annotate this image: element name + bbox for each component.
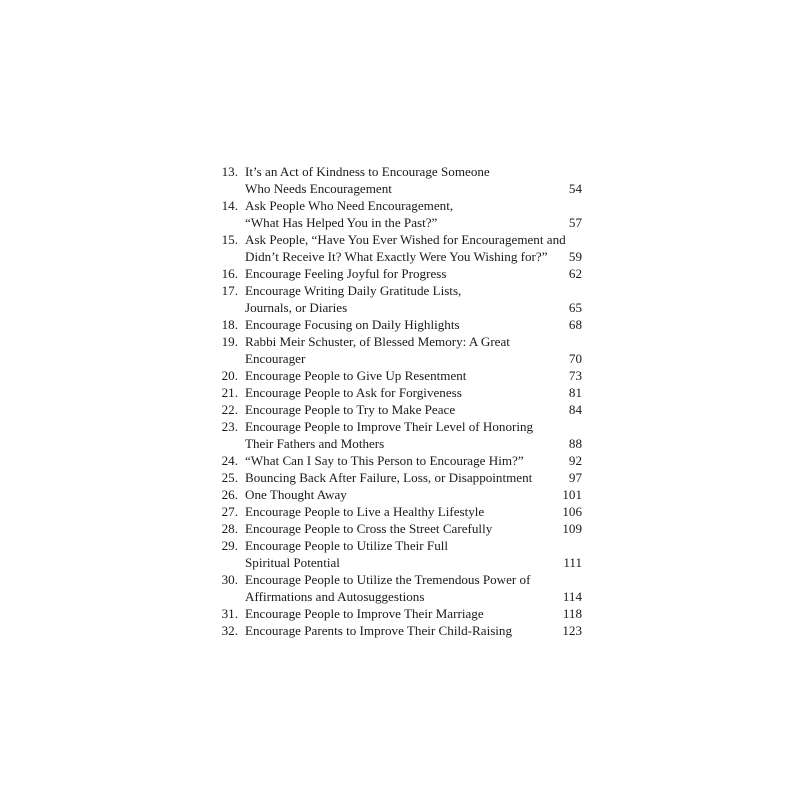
toc-entry-line <box>206 231 584 248</box>
toc-entry-line <box>206 197 584 214</box>
toc-entry-number: 27. <box>221 504 238 519</box>
toc-entry-page-number: 84 <box>568 402 582 417</box>
toc-entry-title: Encourage People to Utilize Their Full <box>245 538 449 553</box>
toc-entry <box>206 622 584 639</box>
toc-entry-page-number: 123 <box>562 623 582 638</box>
toc-entry <box>206 231 584 265</box>
toc-entry-number: 22. <box>221 402 238 417</box>
toc-entry-number: 25. <box>221 470 238 485</box>
toc-entry-title: Encourage People to Improve Their Marriage <box>245 606 484 621</box>
toc-entry-line <box>206 554 584 571</box>
toc-entry-page-number: 62 <box>568 266 582 281</box>
toc-entry <box>206 486 584 503</box>
toc-entry-line <box>206 622 584 639</box>
toc-entry-page-number: 59 <box>568 249 582 264</box>
toc-entry <box>206 163 584 197</box>
toc-entry <box>206 316 584 333</box>
toc-entry-title: “What Can I Say to This Person to Encourage Him?” <box>245 453 524 468</box>
toc-entry-page-number: 97 <box>568 470 582 485</box>
toc-entry-page-number: 88 <box>568 436 582 451</box>
toc-entry-page-number: 70 <box>568 351 582 366</box>
toc-entry-line <box>206 384 584 401</box>
toc-entry-number: 15. <box>221 232 238 247</box>
toc-entry-line <box>206 316 584 333</box>
toc-entry <box>206 503 584 520</box>
toc-entry-title: “What Has Helped You in the Past?” <box>245 215 438 230</box>
toc-entry-title: Encourage People to Try to Make Peace <box>245 402 456 417</box>
toc-entry-line <box>206 367 584 384</box>
toc-entry-number: 24. <box>221 453 238 468</box>
toc-entry-number: 19. <box>221 334 238 349</box>
toc-entry-line <box>206 299 584 316</box>
toc-entry-number: 31. <box>221 606 238 621</box>
toc-entry-title: Encourage People to Ask for Forgiveness <box>245 385 462 400</box>
toc-entry-title: Spiritual Potential <box>245 555 340 570</box>
toc-entry-line <box>206 520 584 537</box>
toc-entry-title: Encourage People to Utilize the Tremendous Power of <box>245 572 531 587</box>
toc-entry <box>206 282 584 316</box>
toc-entry-page-number: 111 <box>563 555 582 570</box>
toc-entry <box>206 418 584 452</box>
toc-entry <box>206 367 584 384</box>
toc-entry <box>206 197 584 231</box>
toc-entry-line <box>206 418 584 435</box>
toc-entry-number: 28. <box>221 521 238 536</box>
toc-entry-page-number: 106 <box>562 504 582 519</box>
toc-entry-number: 26. <box>221 487 238 502</box>
toc-entry-number: 14. <box>221 198 238 213</box>
toc-entry-title: Ask People Who Need Encouragement, <box>245 198 454 213</box>
toc-entry-number: 13. <box>221 164 238 179</box>
toc-entry-title: Encourage People to Improve Their Level of Honoring <box>245 419 534 434</box>
toc-entry-page-number: 65 <box>568 300 582 315</box>
toc-entry-title: Journals, or Diaries <box>245 300 348 315</box>
toc-entry-number: 32. <box>221 623 238 638</box>
toc-entry <box>206 452 584 469</box>
toc-entry <box>206 265 584 282</box>
toc-entry-line <box>206 282 584 299</box>
toc-entry <box>206 520 584 537</box>
toc-entry-title: Ask People, “Have You Ever Wished for Encouragement and <box>245 232 566 247</box>
toc-entry-line <box>206 214 584 231</box>
toc-entry <box>206 571 584 605</box>
toc-entry-number: 29. <box>221 538 238 553</box>
toc-entry-line <box>206 435 584 452</box>
toc-entry-page-number: 57 <box>568 215 582 230</box>
toc-entry-line <box>206 452 584 469</box>
toc-entry <box>206 605 584 622</box>
toc-entry-number: 18. <box>221 317 238 332</box>
toc-entry-page-number: 81 <box>568 385 582 400</box>
toc-entry-title: Their Fathers and Mothers <box>245 436 385 451</box>
toc-entry <box>206 537 584 571</box>
toc-entry-number: 17. <box>221 283 238 298</box>
toc-entry-page-number: 54 <box>568 181 582 196</box>
toc-entry-line <box>206 486 584 503</box>
table-of-contents <box>206 163 584 639</box>
toc-entry-title: Encourage Writing Daily Gratitude Lists, <box>245 283 462 298</box>
toc-entry-line <box>206 333 584 350</box>
toc-entry-title: Encourage People to Give Up Resentment <box>245 368 467 383</box>
toc-entry-page-number: 68 <box>568 317 582 332</box>
toc-entry-page-number: 114 <box>562 589 582 604</box>
toc-entry-number: 20. <box>221 368 238 383</box>
toc-entry-line <box>206 571 584 588</box>
toc-entry-title: Encourage People to Live a Healthy Lifestyle <box>245 504 485 519</box>
toc-entry-line <box>206 605 584 622</box>
toc-entry-line <box>206 163 584 180</box>
toc-entry-line <box>206 180 584 197</box>
toc-entry-title: Encourage Feeling Joyful for Progress <box>245 266 447 281</box>
toc-entry-title: Didn’t Receive It? What Exactly Were You Wishing for?” <box>245 249 548 264</box>
toc-entry-title: Encourage Focusing on Daily Highlights <box>245 317 460 332</box>
toc-entry-title: It’s an Act of Kindness to Encourage Someone <box>245 164 490 179</box>
toc-entry-line <box>206 503 584 520</box>
toc-entry-title: Encourage Parents to Improve Their Child-Raising <box>245 623 513 638</box>
toc-entry-number: 30. <box>221 572 238 587</box>
toc-entry <box>206 469 584 486</box>
toc-entry-title: Encourager <box>245 351 306 366</box>
toc-entry-line <box>206 401 584 418</box>
toc-entry-page-number: 92 <box>568 453 582 468</box>
toc-entry <box>206 333 584 367</box>
toc-entry-line <box>206 537 584 554</box>
toc-entry-page-number: 118 <box>562 606 582 621</box>
toc-entry-number: 21. <box>221 385 238 400</box>
toc-entry-line <box>206 588 584 605</box>
toc-entry-line <box>206 350 584 367</box>
toc-entry-line <box>206 265 584 282</box>
toc-entry-title: Encourage People to Cross the Street Carefully <box>245 521 493 536</box>
toc-entry-title: One Thought Away <box>245 487 347 502</box>
toc-entry-page-number: 101 <box>562 487 582 502</box>
toc-entry <box>206 401 584 418</box>
toc-entry-page-number: 109 <box>562 521 582 536</box>
toc-entry-line <box>206 248 584 265</box>
toc-entry-title: Rabbi Meir Schuster, of Blessed Memory: A Great <box>245 334 510 349</box>
toc-entry-title: Affirmations and Autosuggestions <box>245 589 425 604</box>
toc-entry-page-number: 73 <box>568 368 582 383</box>
toc-entry-title: Who Needs Encouragement <box>245 181 392 196</box>
toc-entry-number: 23. <box>221 419 238 434</box>
toc-entry <box>206 384 584 401</box>
toc-entry-number: 16. <box>221 266 238 281</box>
toc-entry-line <box>206 469 584 486</box>
toc-entry-title: Bouncing Back After Failure, Loss, or Disappointment <box>245 470 533 485</box>
